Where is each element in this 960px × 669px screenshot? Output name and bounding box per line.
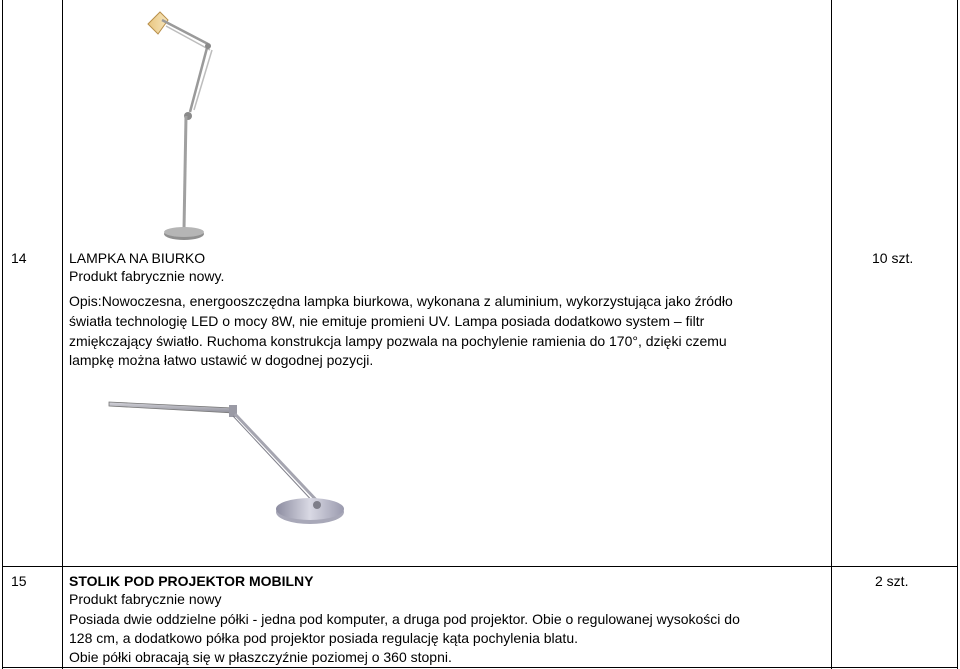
row-15-number: 15: [11, 573, 27, 589]
row-14-title: LAMPKA NA BIURKO: [69, 250, 206, 266]
table-border-right: [957, 0, 958, 669]
row-14-quantity: 10 szt.: [872, 250, 914, 266]
row-14-description-line-1: [69, 291, 733, 311]
row-15-quantity: 2 szt.: [875, 573, 909, 589]
description-label: Opis:: [69, 293, 102, 309]
table-col-divider-2: [831, 0, 832, 669]
table-border-left: [2, 0, 3, 669]
floor-lamp-photo: [140, 4, 260, 244]
row-14-description-line-2: światła technologię LED o mocy 8W, nie emituje promieni UV. Lampa posiada dodatkowo system – filtr: [69, 313, 705, 329]
row-15-description-line-2: 128 cm, a dodatkowo półka pod projektor posiada regulację kąta pochylenia blatu.: [69, 630, 578, 646]
table-col-divider-1: [62, 0, 63, 669]
row-14-number: 14: [11, 250, 27, 266]
table-row-divider: [2, 566, 958, 567]
desk-lamp-photo: [105, 398, 355, 548]
table-border-bottom: [2, 667, 958, 668]
row-15-subtitle: Produkt fabrycznie nowy: [69, 591, 222, 607]
row-14-description-line-4: lampkę można łatwo ustawić w dogodnej pozycji.: [69, 352, 374, 368]
row-15-description-line-1: Posiada dwie oddzielne półki - jedna pod komputer, a druga pod projektor. Obie o regulowanej wysokości do: [69, 611, 740, 627]
description-text: Nowoczesna, energooszczędna lampka biurkowa, wykonana z aluminium, wykorzystująca jako źródło: [101, 293, 733, 309]
row-15-title: STOLIK POD PROJEKTOR MOBILNY: [69, 573, 314, 589]
row-14-description-line-3: zmiękczający światło. Ruchoma konstrukcja lampy pozwala na pochylenie ramienia do 170°, dzięki czemu: [69, 333, 727, 349]
row-14-subtitle: Produkt fabrycznie nowy.: [69, 268, 225, 284]
row-15-description-line-3: Obie półki obracają się w płaszczyźnie poziomej o 360 stopni.: [69, 649, 452, 665]
